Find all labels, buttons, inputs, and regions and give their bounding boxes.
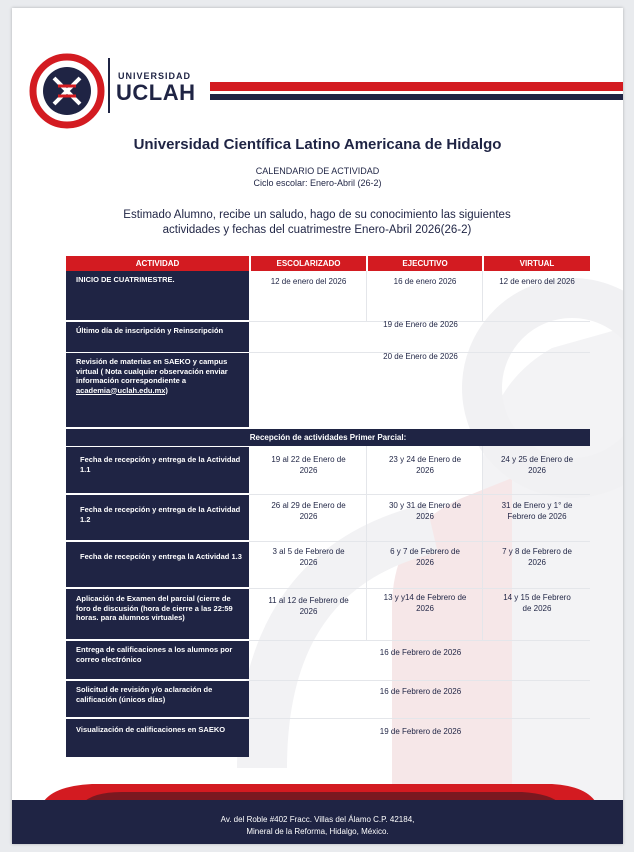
row-label-actividad-1-2: Fecha de recepción y entrega de la Actividad 1.2 xyxy=(66,495,249,540)
university-name: Universidad Científica Latino Americana de Hidalgo xyxy=(133,136,502,153)
grid-line xyxy=(249,640,590,641)
cell-inicio-ejecutivo: 16 de enero 2026 xyxy=(393,277,457,286)
grid-line xyxy=(482,446,483,640)
header-ejecutivo: EJECUTIVO xyxy=(368,256,482,271)
cell-inscripcion-date: 19 de Enero de 2026 xyxy=(383,320,458,329)
cell-examen-escolarizado: 11 al 12 de Febrero de 2026 xyxy=(268,596,349,616)
calendar-title: CALENDARIO DE ACTIVIDAD xyxy=(255,166,380,176)
revision-note: Revisión de materias en SAEKO y campus virtual ( Nota cualquier observación enviar información correspondiente a xyxy=(76,357,228,385)
footer-address-line1: Av. del Roble #402 Fracc. Villas del Álamo C.P. 42184, xyxy=(220,815,415,824)
grid-line xyxy=(366,271,367,321)
row-label-inicio: INICIO DE CUATRIMESTRE. xyxy=(66,271,249,320)
footer-bar xyxy=(12,800,623,844)
row-label-examen: Aplicación de Examen del parcial (cierre de foro de discusión (hora de cierre a las 22:59 horas. para alumnos virtuales) xyxy=(66,589,249,639)
school-cycle: Ciclo escolar: Enero-Abril (26-2) xyxy=(253,178,382,188)
cell-act11-escolarizado: 19 al 22 de Enero de 2026 xyxy=(271,455,346,475)
cell-examen-virtual: 14 y 15 de Febrero de 2026 xyxy=(503,593,571,613)
cell-inicio-escolarizado: 12 de enero del 2026 xyxy=(270,277,347,286)
cell-act12-ejecutivo: 30 y 31 de Enero de 2026 xyxy=(388,501,462,521)
cell-act12-escolarizado: 26 al 29 de Enero de 2026 xyxy=(271,501,346,521)
cell-act13-escolarizado: 3 al 5 de Febrero de 2026 xyxy=(272,547,345,567)
academia-email-link[interactable]: academia@uclah.edu.mx) xyxy=(76,385,168,395)
header-actividad: ACTIVIDAD xyxy=(66,256,249,271)
grid-line xyxy=(249,494,590,495)
cell-act13-ejecutivo: 6 y 7 de Febrero de 2026 xyxy=(390,547,460,567)
row-label-inscripcion: Último día de inscripción y Reinscripción xyxy=(66,322,249,352)
cell-act13-virtual: 7 y 8 de Febrero de 2026 xyxy=(502,547,572,567)
logo-uclah-text: UCLAH xyxy=(116,80,196,105)
cell-revision-date: 20 de Enero de 2026 xyxy=(383,352,458,361)
cell-visualizacion-date: 19 de Febrero de 2026 xyxy=(379,727,462,736)
cell-act12-virtual: 31 de Enero y 1° de Febrero de 2026 xyxy=(501,501,573,521)
cell-act11-ejecutivo: 23 y 24 de Enero de 2026 xyxy=(388,455,462,475)
row-label-revision xyxy=(66,353,249,427)
row-label-calificaciones: Entrega de calificaciones a los alumnos por correo electrónico xyxy=(66,641,249,679)
intro-message: Estimado Alumno, recibe un saludo, hago de su conocimiento las siguientes actividades y fechas del cuatrimestre Enero-Abril 2026(26-2) xyxy=(123,209,511,236)
row-label-actividad-1-1: Fecha de recepción y entrega de la Actividad 1.1 xyxy=(66,447,249,493)
row-label-visualizacion: Visualización de calificaciones en SAEKO xyxy=(66,719,249,757)
grid-line xyxy=(249,541,590,542)
calendar-document xyxy=(12,8,623,844)
cell-act11-virtual: 24 y 25 de Enero de 2026 xyxy=(500,455,574,475)
grid-line xyxy=(366,446,367,640)
header-virtual: VIRTUAL xyxy=(484,256,590,271)
cell-inicio-virtual: 12 de enero del 2026 xyxy=(499,277,575,286)
header-escolarizado: ESCOLARIZADO xyxy=(251,256,366,271)
cell-calificaciones-date: 16 de Febrero de 2026 xyxy=(379,648,462,657)
cell-examen-ejecutivo: 13 y y14 de Febrero de 2026 xyxy=(383,593,467,613)
grid-line xyxy=(482,271,483,321)
logo-universidad-text: UNIVERSIDAD xyxy=(118,71,192,81)
row-label-actividad-1-3: Fecha de recepción y entrega la Actividad 1.3 xyxy=(66,542,249,587)
footer-address-line2: Mineral de la Reforma, Hidalgo, México. xyxy=(246,827,389,836)
grid-line xyxy=(249,680,590,681)
row-label-solicitud: Solicitud de revisión y/o aclaración de calificación (únicos días) xyxy=(66,681,249,717)
grid-line xyxy=(249,588,590,589)
header-red-stripe xyxy=(210,82,623,91)
grid-line xyxy=(249,718,590,719)
logo-divider xyxy=(108,58,110,113)
cell-solicitud-date: 16 de Febrero de 2026 xyxy=(379,687,462,696)
footer-swoosh xyxy=(12,768,623,804)
header-navy-stripe xyxy=(210,94,623,100)
section-primer-parcial: Recepción de actividades Primer Parcial: xyxy=(66,429,590,446)
uclah-logo-icon xyxy=(28,52,106,130)
